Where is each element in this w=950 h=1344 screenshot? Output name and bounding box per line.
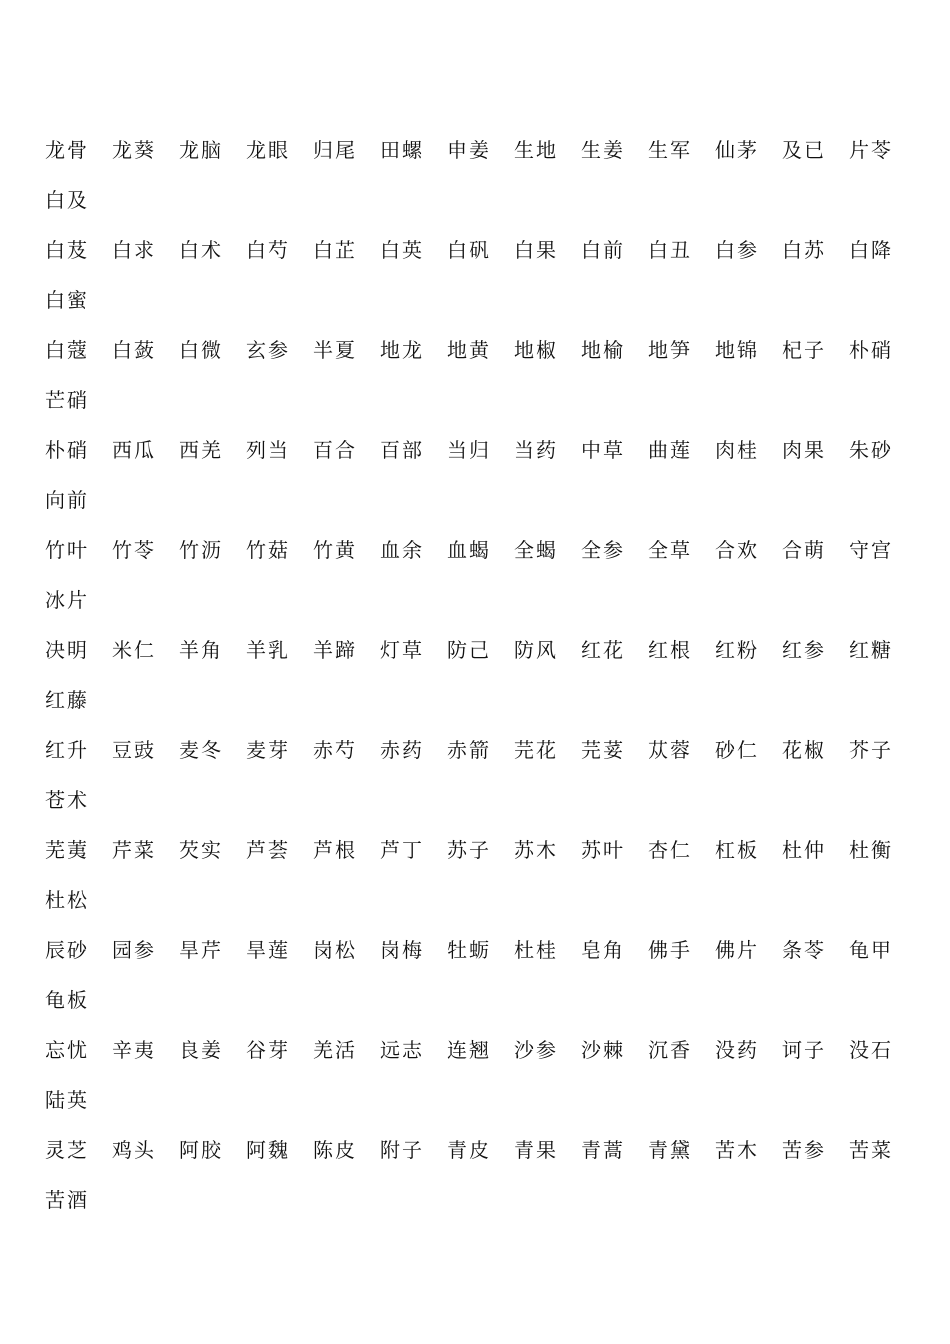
herb-name: 西羌 [179, 438, 223, 462]
herb-name: 地椒 [514, 338, 558, 362]
herb-name: 防风 [514, 638, 558, 662]
herb-name: 竹叶 [45, 538, 89, 562]
herb-name: 苦酒 [45, 1188, 89, 1212]
herb-name: 羊乳 [246, 638, 290, 662]
herb-name: 旱莲 [246, 938, 290, 962]
herb-name: 生姜 [581, 138, 625, 162]
herb-name: 血余 [380, 538, 424, 562]
herb-name: 苦菜 [849, 1138, 893, 1162]
herb-name: 园参 [112, 938, 156, 962]
herb-name: 佛片 [715, 938, 759, 962]
herb-name: 当药 [514, 438, 558, 462]
herb-name: 地笋 [648, 338, 692, 362]
herb-name: 合欢 [715, 538, 759, 562]
herb-name: 百部 [380, 438, 424, 462]
herb-name: 苏子 [447, 838, 491, 862]
herb-name: 全蝎 [514, 538, 558, 562]
herb-name: 白及 [45, 188, 89, 212]
herb-name: 红粉 [715, 638, 759, 662]
herb-name: 生军 [648, 138, 692, 162]
herb-name: 青皮 [447, 1138, 491, 1162]
herb-name: 没药 [715, 1038, 759, 1062]
herb-name: 防己 [447, 638, 491, 662]
herb-row [45, 225, 905, 275]
herb-name: 杜仲 [782, 838, 826, 862]
herb-name: 良姜 [179, 1038, 223, 1062]
herb-name: 忘忧 [45, 1038, 89, 1062]
herb-name: 芫荽 [581, 738, 625, 762]
herb-row [45, 325, 905, 375]
herb-name: 杞子 [782, 338, 826, 362]
herb-row [45, 475, 905, 525]
herb-name: 芥子 [849, 738, 893, 762]
herb-name: 苦木 [715, 1138, 759, 1162]
herb-name: 青蒿 [581, 1138, 625, 1162]
herb-name: 玄参 [246, 338, 290, 362]
herb-name: 米仁 [112, 638, 156, 662]
herb-name: 朴硝 [45, 438, 89, 462]
herb-name: 全草 [648, 538, 692, 562]
herb-name: 没石 [849, 1038, 893, 1062]
herb-name: 归尾 [313, 138, 357, 162]
herb-row [45, 525, 905, 575]
herb-name: 芦荟 [246, 838, 290, 862]
herb-name: 麦芽 [246, 738, 290, 762]
herb-name: 竹黄 [313, 538, 357, 562]
herb-name: 白前 [581, 238, 625, 262]
herb-name: 龙骨 [45, 138, 89, 162]
herb-name: 白参 [715, 238, 759, 262]
herb-name: 中草 [581, 438, 625, 462]
herb-name: 竹沥 [179, 538, 223, 562]
herb-row [45, 125, 905, 175]
herb-name: 白矾 [447, 238, 491, 262]
herb-name: 白芍 [246, 238, 290, 262]
herb-name: 朴硝 [849, 338, 893, 362]
herb-name: 龙葵 [112, 138, 156, 162]
herb-name: 白求 [112, 238, 156, 262]
herb-name: 花椒 [782, 738, 826, 762]
herb-name: 生地 [514, 138, 558, 162]
herb-name: 阿胶 [179, 1138, 223, 1162]
herb-name: 红根 [648, 638, 692, 662]
herb-name: 赤药 [380, 738, 424, 762]
herb-row [45, 1175, 905, 1225]
herb-name: 百合 [313, 438, 357, 462]
herb-name: 羌活 [313, 1038, 357, 1062]
herb-name: 辛夷 [112, 1038, 156, 1062]
herb-row [45, 175, 905, 225]
herb-name: 羊角 [179, 638, 223, 662]
herb-name: 芡实 [179, 838, 223, 862]
herb-name: 决明 [45, 638, 89, 662]
herb-name: 砂仁 [715, 738, 759, 762]
herb-name: 朱砂 [849, 438, 893, 462]
herb-name: 冰片 [45, 588, 89, 612]
herb-name: 杠板 [715, 838, 759, 862]
herb-name: 灵芝 [45, 1138, 89, 1162]
herb-name: 竹菇 [246, 538, 290, 562]
herb-name: 岗松 [313, 938, 357, 962]
herb-row [45, 1025, 905, 1075]
herb-name: 苦参 [782, 1138, 826, 1162]
herb-name: 豆豉 [112, 738, 156, 762]
herb-name: 旱芹 [179, 938, 223, 962]
herb-name: 肉果 [782, 438, 826, 462]
herb-row [45, 875, 905, 925]
herb-name: 诃子 [782, 1038, 826, 1062]
herb-name: 白术 [179, 238, 223, 262]
herb-name: 陈皮 [313, 1138, 357, 1162]
herb-name: 地榆 [581, 338, 625, 362]
herb-name: 龙脑 [179, 138, 223, 162]
herb-name: 白蜜 [45, 288, 89, 312]
herb-name: 灯草 [380, 638, 424, 662]
herb-name: 白苏 [782, 238, 826, 262]
herb-name: 当归 [447, 438, 491, 462]
herb-name: 西瓜 [112, 438, 156, 462]
herb-name: 红藤 [45, 688, 89, 712]
herb-name: 芒硝 [45, 388, 89, 412]
herb-row [45, 275, 905, 325]
herb-name: 龙眼 [246, 138, 290, 162]
herb-name: 赤芍 [313, 738, 357, 762]
herb-name: 沉香 [648, 1038, 692, 1062]
herb-name: 地龙 [380, 338, 424, 362]
herb-name: 苍术 [45, 788, 89, 812]
herb-name: 列当 [246, 438, 290, 462]
herb-row [45, 775, 905, 825]
herb-name: 阿魏 [246, 1138, 290, 1162]
herb-name: 及已 [782, 138, 826, 162]
herb-name: 辰砂 [45, 938, 89, 962]
herb-name: 条苓 [782, 938, 826, 962]
herb-name: 沙参 [514, 1038, 558, 1062]
herb-name: 地锦 [715, 338, 759, 362]
herb-name: 苏木 [514, 838, 558, 862]
herb-name: 白微 [179, 338, 223, 362]
herb-name: 红糖 [849, 638, 893, 662]
herb-name: 白降 [849, 238, 893, 262]
herb-name: 田螺 [380, 138, 424, 162]
herb-name: 全参 [581, 538, 625, 562]
herb-name: 半夏 [313, 338, 357, 362]
herb-row [45, 675, 905, 725]
herb-name: 芦根 [313, 838, 357, 862]
herb-name: 羊蹄 [313, 638, 357, 662]
herb-name: 白芷 [313, 238, 357, 262]
herb-name: 陆英 [45, 1088, 89, 1112]
herb-name: 岗梅 [380, 938, 424, 962]
herb-name: 红参 [782, 638, 826, 662]
herb-name: 肉桂 [715, 438, 759, 462]
herb-name: 地黄 [447, 338, 491, 362]
herb-name: 谷芽 [246, 1038, 290, 1062]
herb-row [45, 1075, 905, 1125]
herb-name: 白蔹 [112, 338, 156, 362]
herb-row [45, 375, 905, 425]
herb-name: 白英 [380, 238, 424, 262]
herb-name: 红升 [45, 738, 89, 762]
herb-name: 芹菜 [112, 838, 156, 862]
herb-name: 杏仁 [648, 838, 692, 862]
herb-name: 合萌 [782, 538, 826, 562]
herb-name: 沙棘 [581, 1038, 625, 1062]
herb-name: 皂角 [581, 938, 625, 962]
herb-name: 青果 [514, 1138, 558, 1162]
herb-name: 芦丁 [380, 838, 424, 862]
herb-name: 牡蛎 [447, 938, 491, 962]
herb-name: 血蝎 [447, 538, 491, 562]
herb-name: 杜桂 [514, 938, 558, 962]
herb-row [45, 1125, 905, 1175]
herb-name: 远志 [380, 1038, 424, 1062]
herb-row [45, 575, 905, 625]
herb-name: 芫花 [514, 738, 558, 762]
herb-name: 佛手 [648, 938, 692, 962]
herb-name: 竹苓 [112, 538, 156, 562]
herb-row [45, 725, 905, 775]
herb-name: 白蔻 [45, 338, 89, 362]
herb-name: 片苓 [849, 138, 893, 162]
herb-name: 白丑 [648, 238, 692, 262]
herb-name: 红花 [581, 638, 625, 662]
herb-row [45, 825, 905, 875]
herb-row [45, 925, 905, 975]
herb-name: 附子 [380, 1138, 424, 1162]
herb-name: 曲莲 [648, 438, 692, 462]
herb-name: 苁蓉 [648, 738, 692, 762]
herb-name: 龟板 [45, 988, 89, 1012]
herb-row [45, 425, 905, 475]
herb-name: 鸡头 [112, 1138, 156, 1162]
herb-name: 杜松 [45, 888, 89, 912]
herb-name-list [45, 125, 905, 1225]
herb-name: 连翘 [447, 1038, 491, 1062]
herb-name: 青黛 [648, 1138, 692, 1162]
herb-row [45, 625, 905, 675]
herb-name: 白芨 [45, 238, 89, 262]
herb-name: 麦冬 [179, 738, 223, 762]
herb-name: 仙茅 [715, 138, 759, 162]
herb-name: 杜衡 [849, 838, 893, 862]
herb-name: 赤箭 [447, 738, 491, 762]
herb-name: 申姜 [447, 138, 491, 162]
herb-name: 龟甲 [849, 938, 893, 962]
herb-name: 白果 [514, 238, 558, 262]
herb-row [45, 975, 905, 1025]
herb-name: 苏叶 [581, 838, 625, 862]
herb-name: 守宫 [849, 538, 893, 562]
herb-name: 芜荑 [45, 838, 89, 862]
herb-name: 向前 [45, 488, 89, 512]
